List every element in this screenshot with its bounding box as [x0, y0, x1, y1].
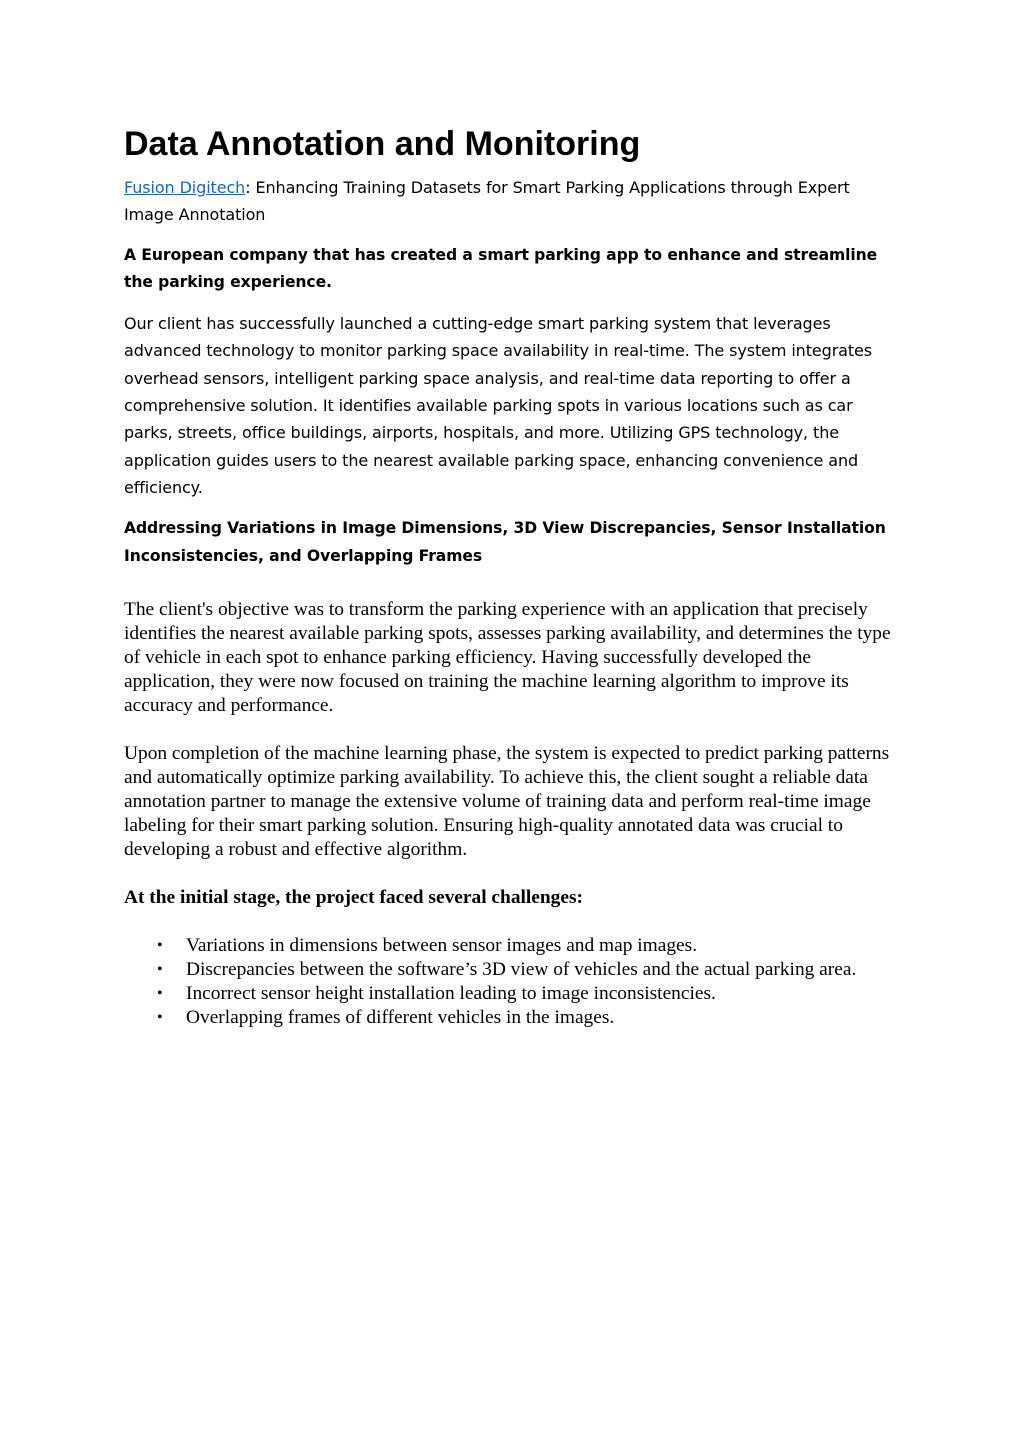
document-content [124, 120, 899, 1030]
document-title: Data Annotation and Monitoring [124, 125, 641, 163]
challenges-list [124, 934, 899, 1030]
list-item [124, 1006, 899, 1030]
bullet-icon: • [157, 1008, 163, 1026]
bullet-icon: • [157, 984, 163, 1002]
intro-paragraph [124, 174, 899, 229]
challenges-heading: At the initial stage, the project faced several challenges: [124, 886, 583, 908]
section-subheading: Addressing Variations in Image Dimensions, 3D View Discrepancies, Sensor Installation Inconsistencies, and Overlapping Frames [124, 519, 886, 565]
list-item [124, 982, 899, 1006]
lead-bold-paragraph: A European company that has created a smart parking app to enhance and streamline the parking experience. [124, 245, 878, 291]
intro-text: : Enhancing Training Datasets for Smart Parking Applications through Expert Image Annotation [124, 178, 850, 225]
objective-paragraph: The client's objective was to transform the parking experience with an application that precisely identifies the nearest available parking spots, assesses parking availability, and determines the type of vehicle in each spot to enhance parking efficiency. Having successfully developed the application, they were now focused on training the machine learning algorithm to improve its accuracy and performance. [124, 598, 891, 716]
bullet-icon: • [157, 936, 163, 954]
list-item [124, 934, 899, 958]
completion-paragraph: Upon completion of the machine learning phase, the system is expected to predict parking patterns and automatically optimize parking availability. To achieve this, the client sought a reliable data annotation partner to manage the extensive volume of training data and perform real-time image labeling for their smart parking solution. Ensuring high-quality annotated data was crucial to developing a robust and effective algorithm. [124, 742, 890, 860]
list-item-text: Discrepancies between the software’s 3D view of vehicles and the actual parking area. [186, 958, 857, 980]
list-item-text: Variations in dimensions between sensor images and map images. [186, 934, 698, 956]
client-description-paragraph: Our client has successfully launched a cutting-edge smart parking system that leverages advanced technology to monitor parking space availability in real-time. The system integrates overhead sensors, intelligent parking space analysis, and real-time data reporting to offer a comprehensive solution. It identifies available parking spots in various locations such as car parks, streets, office buildings, airports, hospitals, and more. Utilizing GPS technology, the application guides users to the nearest available parking space, enhancing convenience and efficiency. [124, 314, 873, 497]
fusion-digitech-link[interactable]: Fusion Digitech [124, 178, 246, 197]
bullet-icon: • [157, 960, 163, 978]
list-item-text: Overlapping frames of different vehicles in the images. [186, 1006, 615, 1028]
list-item [124, 958, 899, 982]
list-item-text: Incorrect sensor height installation leading to image inconsistencies. [186, 982, 716, 1004]
